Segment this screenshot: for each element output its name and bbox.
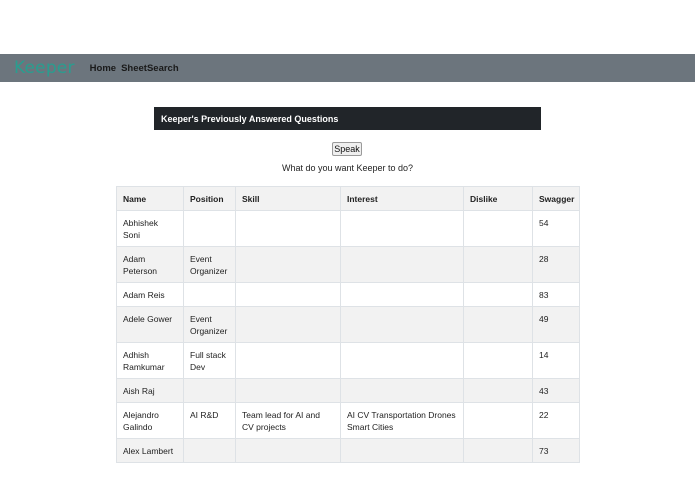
speak-button[interactable]: Speak	[332, 142, 362, 156]
cell-position: AI R&D	[184, 403, 236, 439]
cell-skill	[236, 211, 341, 247]
cell-skill	[236, 283, 341, 307]
cell-name: Abhishek Soni	[117, 211, 184, 247]
cell-dislike	[464, 343, 533, 379]
cell-name: Adam Reis	[117, 283, 184, 307]
cell-position: Full stack Dev	[184, 343, 236, 379]
table-row	[117, 283, 580, 307]
cell-interest: AI CV Transportation Drones Smart Cities	[341, 403, 464, 439]
cell-position	[184, 439, 236, 463]
cell-position	[184, 283, 236, 307]
prompt-text: What do you want Keeper to do?	[281, 163, 414, 173]
cell-swagger: 49	[533, 307, 580, 343]
table-row	[117, 247, 580, 283]
nav-link-sheetsearch[interactable]: SheetSearch	[121, 62, 179, 74]
cell-interest	[341, 211, 464, 247]
table-row	[117, 343, 580, 379]
table-row	[117, 403, 580, 439]
cell-interest	[341, 343, 464, 379]
cell-dislike	[464, 307, 533, 343]
column-header-skill: Skill	[236, 187, 341, 211]
cell-name: Alejandro Galindo	[117, 403, 184, 439]
navbar	[0, 54, 695, 82]
cell-swagger: 22	[533, 403, 580, 439]
answers-table	[116, 186, 580, 463]
cell-swagger: 43	[533, 379, 580, 403]
nav-link-home[interactable]: Home	[89, 62, 117, 74]
cell-swagger: 54	[533, 211, 580, 247]
cell-swagger: 28	[533, 247, 580, 283]
cell-interest	[341, 247, 464, 283]
cell-dislike	[464, 379, 533, 403]
cell-interest	[341, 439, 464, 463]
cell-skill: Team lead for AI and CV projects	[236, 403, 341, 439]
cell-interest	[341, 307, 464, 343]
column-header-interest: Interest	[341, 187, 464, 211]
cell-dislike	[464, 211, 533, 247]
cell-interest	[341, 379, 464, 403]
column-header-dislike: Dislike	[464, 187, 533, 211]
table-row	[117, 211, 580, 247]
cell-skill	[236, 343, 341, 379]
table-row	[117, 379, 580, 403]
cell-name: Adhish Ramkumar	[117, 343, 184, 379]
cell-swagger: 83	[533, 283, 580, 307]
cell-position	[184, 211, 236, 247]
table-row	[117, 307, 580, 343]
cell-skill	[236, 379, 341, 403]
cell-swagger: 73	[533, 439, 580, 463]
answers-table-container	[116, 186, 579, 456]
cell-position: Event Organizer	[184, 307, 236, 343]
cell-interest	[341, 283, 464, 307]
cell-position: Event Organizer	[184, 247, 236, 283]
cell-skill	[236, 307, 341, 343]
page-title-banner: Keeper's Previously Answered Questions	[154, 107, 541, 130]
cell-swagger: 14	[533, 343, 580, 379]
cell-skill	[236, 439, 341, 463]
table-header-row	[117, 187, 580, 211]
cell-dislike	[464, 247, 533, 283]
cell-dislike	[464, 439, 533, 463]
column-header-position: Position	[184, 187, 236, 211]
cell-name: Alex Lambert	[117, 439, 184, 463]
brand-logo[interactable]: Keeper	[14, 58, 75, 78]
table-row	[117, 439, 580, 463]
cell-name: Adam Peterson	[117, 247, 184, 283]
cell-dislike	[464, 283, 533, 307]
column-header-name: Name	[117, 187, 184, 211]
cell-name: Adele Gower	[117, 307, 184, 343]
cell-position	[184, 379, 236, 403]
cell-dislike	[464, 403, 533, 439]
cell-name: Aish Raj	[117, 379, 184, 403]
cell-skill	[236, 247, 341, 283]
column-header-swagger: Swagger	[533, 187, 580, 211]
